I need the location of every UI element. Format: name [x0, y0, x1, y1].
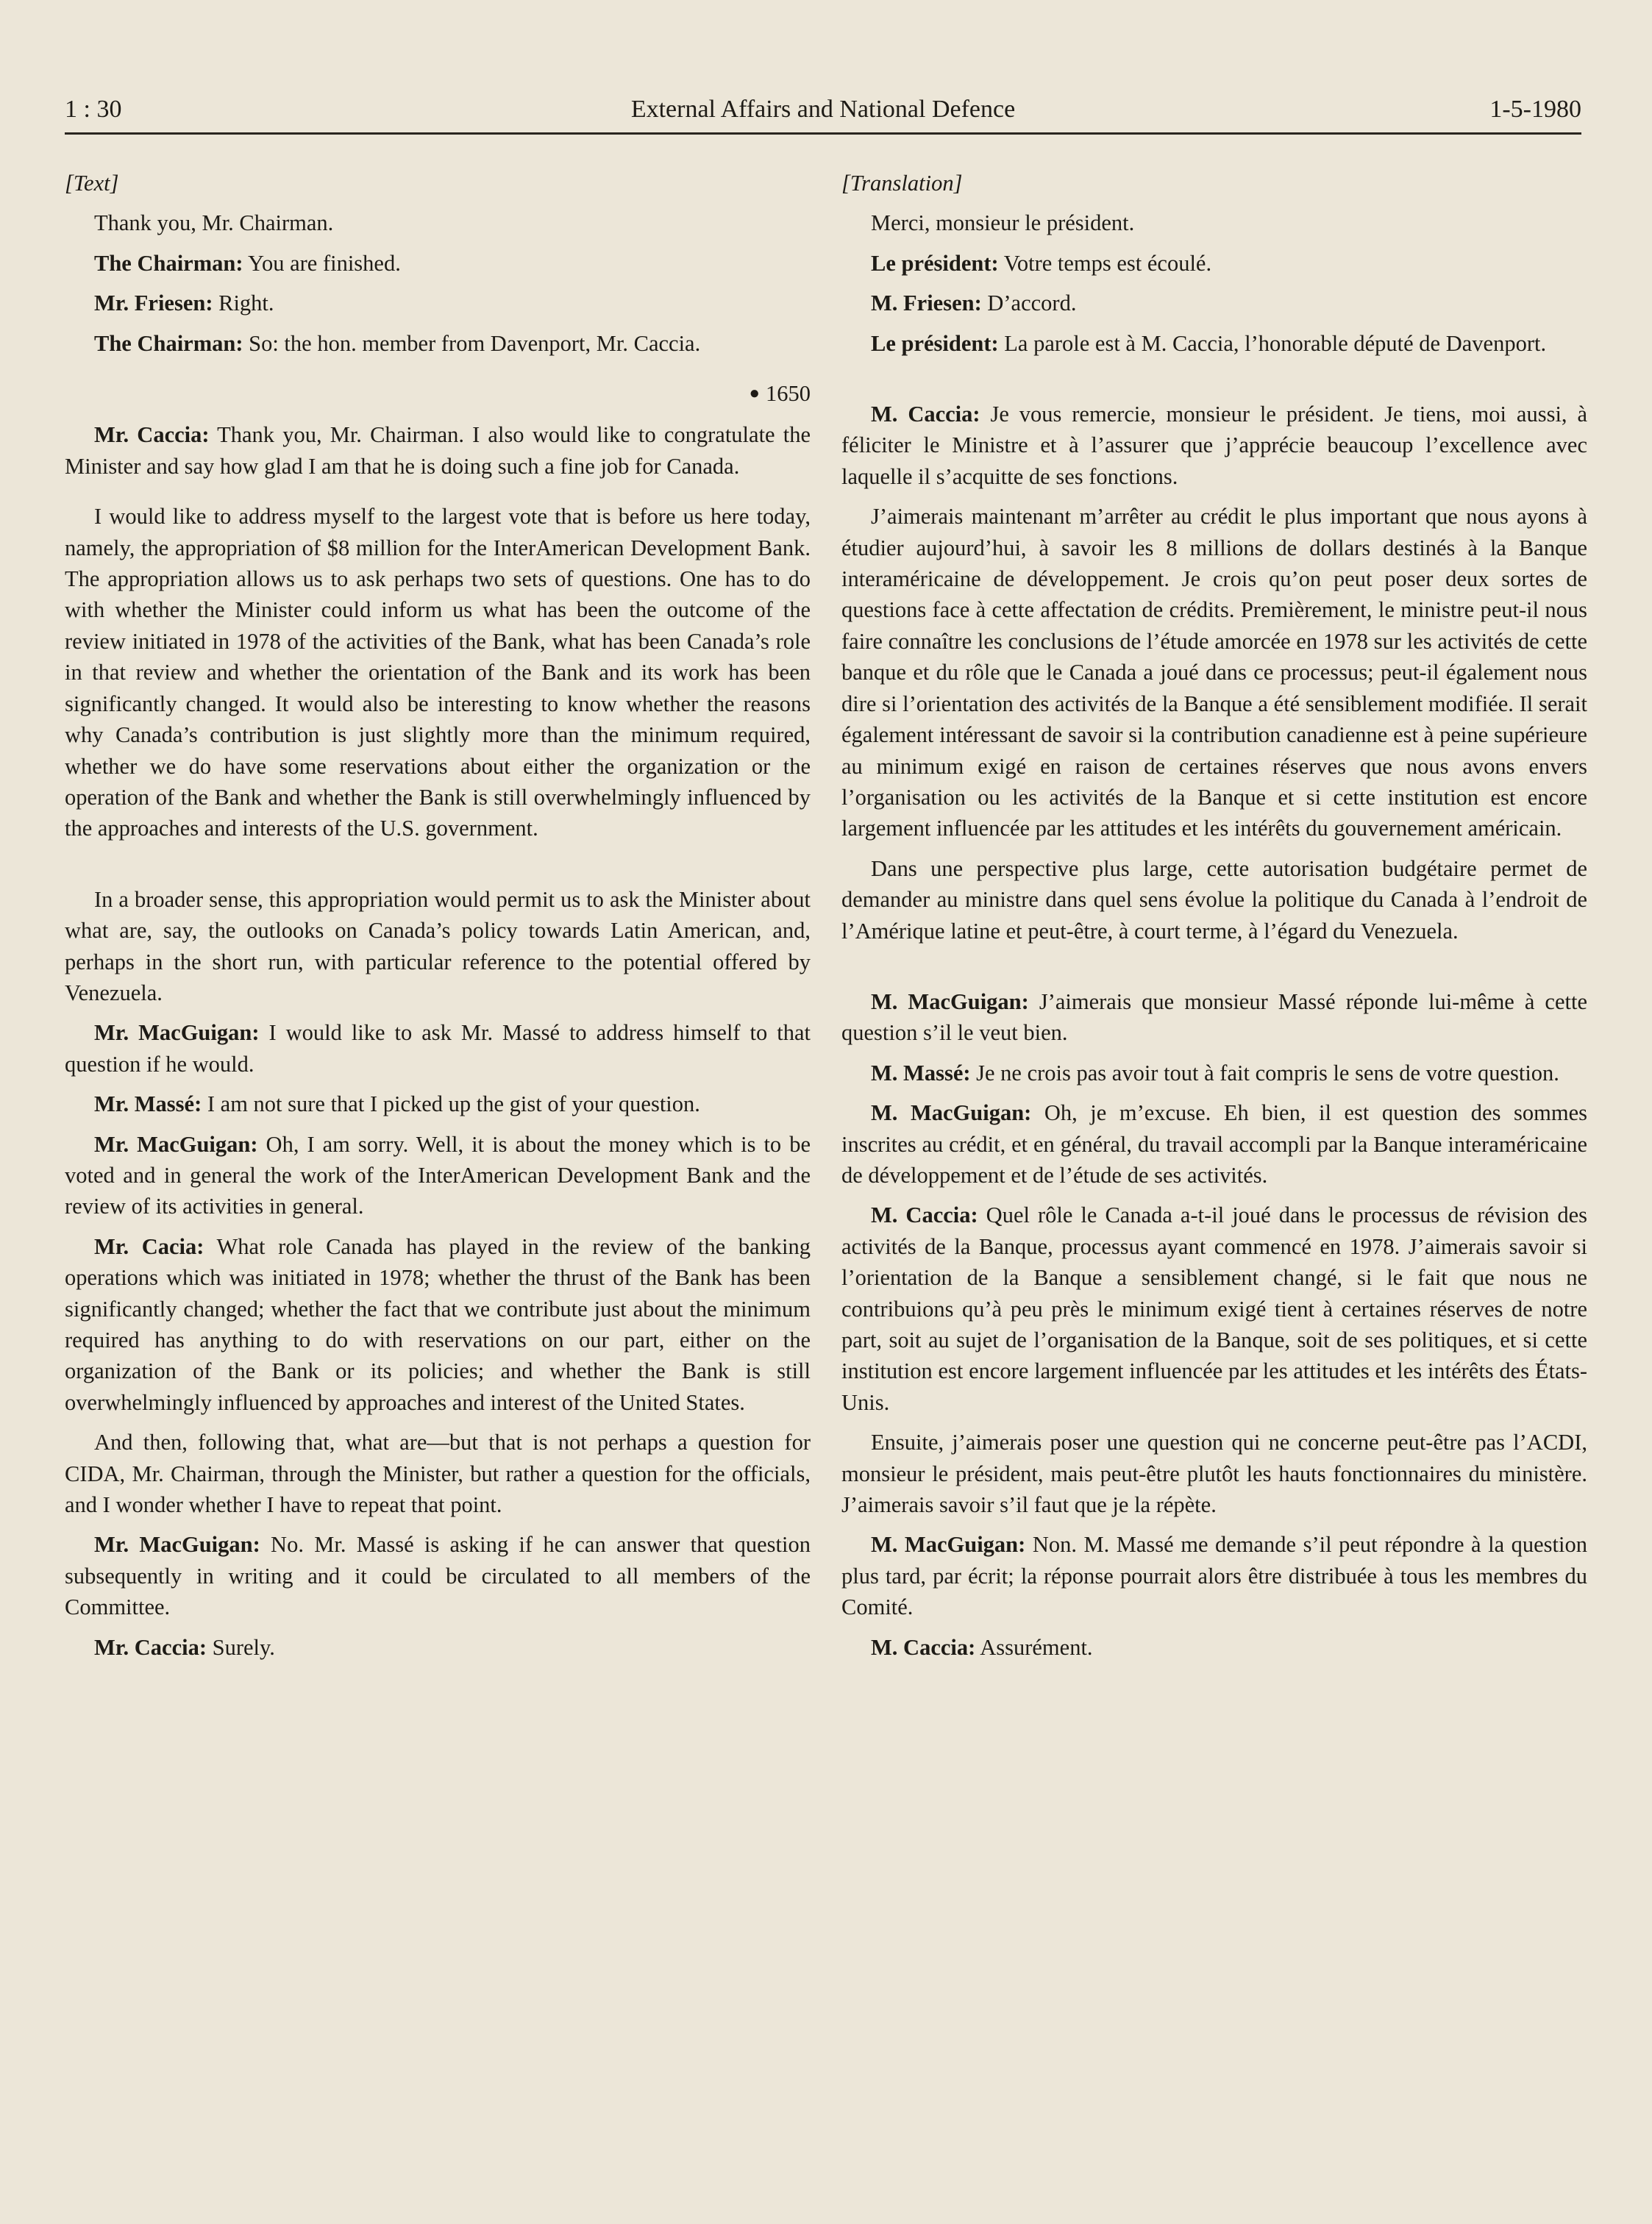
transcript-paragraph: [841, 501, 1587, 844]
transcript-paragraph: [841, 1200, 1587, 1418]
transcript-paragraph: [65, 1427, 811, 1520]
spacer: [65, 409, 811, 419]
speaker-name: M. MacGuigan:: [871, 1532, 1026, 1558]
speech-text: Votre temps est écoulé.: [998, 250, 1212, 276]
speaker-name: The Chairman:: [94, 330, 243, 356]
speech-text: I would like to ask Mr. Massé to address himself to that question if he would.: [65, 1020, 811, 1077]
speaker-name: M. Caccia:: [871, 1634, 976, 1660]
transcript-paragraph: [65, 419, 811, 482]
page-number: 1 : 30: [65, 96, 122, 123]
speech-text: D’accord.: [981, 291, 1077, 316]
speech-text: No. Mr. Massé is asking if he can answer that question subsequently in writing and it could be circulated to all members of the Committee.: [65, 1532, 811, 1620]
french-column: [841, 168, 1587, 1672]
speaker-name: Mr. Cacia:: [94, 1233, 204, 1259]
spacer: [841, 368, 1587, 399]
speaker-name: Mr. Massé:: [94, 1091, 202, 1117]
transcript-paragraph: [841, 1058, 1587, 1088]
speaker-name: Mr. MacGuigan:: [94, 1131, 258, 1157]
transcript-paragraph: [841, 399, 1587, 492]
speaker-name: M. Friesen:: [871, 291, 982, 316]
speaker-name: Le président:: [871, 330, 999, 356]
speech-text: J’aimerais que monsieur Massé réponde lui-même à cette question s’il le veut bien.: [841, 988, 1587, 1046]
speaker-name: Mr. Caccia:: [94, 1634, 207, 1660]
transcript-paragraph: [841, 207, 1587, 238]
speech-text: Assurément.: [975, 1634, 1093, 1660]
column-label: [Translation]: [841, 171, 963, 196]
transcript-paragraph: [841, 853, 1587, 947]
speech-text: You are finished.: [243, 250, 401, 276]
spacer: [65, 368, 811, 378]
transcript-paragraph: [841, 288, 1587, 318]
speaker-name: M. Caccia:: [871, 402, 980, 427]
speaker-name: Mr. Friesen:: [94, 291, 213, 316]
transcript-paragraph: [65, 1017, 811, 1080]
english-body: [65, 207, 811, 1663]
speaker-name: Le président:: [871, 250, 999, 276]
speaker-name: Mr. MacGuigan:: [94, 1532, 260, 1558]
transcript-paragraph: [65, 501, 811, 844]
speech-text: So: the hon. member from Davenport, Mr. Caccia.: [243, 330, 701, 356]
header-date: 1-5-1980: [1489, 96, 1581, 123]
speaker-name: M. Caccia:: [871, 1202, 978, 1228]
speech-text: Thank you, Mr. Chairman. I also would like to congratulate the Minister and say how glad I am that he is doing such a fine job for Canada.: [65, 422, 811, 479]
speaker-name: The Chairman:: [94, 250, 243, 276]
french-body: [841, 207, 1587, 1663]
speech-text: Non. M. Massé me demande s’il peut répondre à la question plus tard, par écrit; la réponse pourrait alors être distribuée à tous les membres du Comité.: [841, 1532, 1587, 1620]
transcript-paragraph: [841, 1097, 1587, 1191]
speech-text: Thank you, Mr. Chairman.: [94, 210, 334, 236]
transcript-paragraph: [65, 288, 811, 318]
transcript-paragraph: [841, 328, 1587, 359]
speech-text: Oh, je m’excuse. Eh bien, il est question des sommes inscrites au crédit, et en général, du travail accompli par la Banque interaméricaine de développement et de l’étude de ses activités.: [841, 1100, 1587, 1188]
transcript-paragraph: [841, 1427, 1587, 1520]
speech-text: And then, following that, what are—but that is not perhaps a question for CIDA, Mr. Chairman, through the Minister, but rather a question for the officials, and I wonder whether I have to repeat that point.: [65, 1430, 811, 1518]
speech-text: I am not sure that I picked up the gist of your question.: [202, 1091, 700, 1117]
transcript-paragraph: [65, 1632, 811, 1663]
speech-text: Je ne crois pas avoir tout à fait compris le sens de votre question.: [970, 1060, 1559, 1086]
speaker-name: M. MacGuigan:: [871, 1100, 1032, 1126]
transcript-paragraph: [65, 207, 811, 238]
speech-text: Ensuite, j’aimerais poser une question qui ne concerne peut-être pas l’ACDI, monsieur le président, mais peut-être plutôt les hauts fonctionnaires du ministère. J’aimerais savoir s’il faut que je la répète.: [841, 1430, 1587, 1518]
speech-text: I would like to address myself to the largest vote that is before us here today, namely, the appropriation of $8 million for the InterAmerican Development Bank. The appropriation allows us to ask perhaps two sets of questions. One has to do with whether the Minister could inform us what has been the outcome of the review initiated in 1978 of the activities of the Bank, what has been Canada’s role in that review and whether the orientation of the Bank and its work has been significantly changed. It would also be interesting to know whether the reasons why Canada’s contribution is just slightly more than the minimum required, whether we do have some reservations about either the organization or the operation of the Bank and whether the Bank is still overwhelmingly influenced by the approaches and interests of the U.S. government.: [65, 504, 811, 841]
transcript-paragraph: [841, 1632, 1587, 1663]
speaker-name: Mr. Caccia:: [94, 422, 210, 448]
transcript-paragraph: [841, 1529, 1587, 1622]
speech-text: In a broader sense, this appropriation would permit us to ask the Minister about what are, say, the outlooks on Canada’s policy towards Latin American, and, perhaps in the short run, with particular reference to the potential offered by Venezuela.: [65, 886, 811, 1005]
speech-text: Surely.: [207, 1634, 275, 1660]
speech-text: Quel rôle le Canada a-t-il joué dans le processus de révision des activités de la Banque, processus ayant commencé en 1978. J’aimerais savoir si l’orientation de la Banque a sensiblement changé, si le fait que nous ne contribuions qu’à peu près le minimum exigé tient à certaines réserves de notre part, soit au sujet de l’organisation de la Banque, soit de ses politiques, et si cette institution est encore largement influencée par les attitudes et les intérêts des États-Unis.: [841, 1202, 1587, 1415]
transcript-paragraph: [841, 248, 1587, 279]
spacer: [841, 955, 1587, 986]
time-marker-value: 1650: [766, 381, 811, 407]
speech-text: Dans une perspective plus large, cette autorisation budgétaire permet de demander au ministre dans quel sens évolue la politique du Canada à l’endroit de l’Amérique latine et peut-être, à court terme, à l’égard du Venezuela.: [841, 855, 1587, 944]
column-label-text: Text: [73, 171, 110, 196]
transcript-paragraph: [65, 248, 811, 279]
transcript-paragraph: [65, 1529, 811, 1622]
spacer: [65, 491, 811, 501]
speaker-name: M. MacGuigan:: [871, 988, 1029, 1014]
speech-text: J’aimerais maintenant m’arrêter au crédit le plus important que nous ayons à étudier aujourd’hui, à savoir les 8 millions de dollars destinés à la Banque interaméricaine de développement. Je crois qu’on peut poser deux sortes de questions face à cette affectation de crédits. Premièrement, le ministre peut-il nous faire connaître les conclusions de l’étude amorcée en 1978 sur les activités de cette banque et du rôle que le Canada a joué dans ce processus; peut-il également nous dire si l’orientation des activités de la Banque a été sensiblement modifiée. Il serait également intéressant de savoir si la contribution canadienne est à peine supérieure au minimum exigé en raison de certaines réserves que nous avons envers l’organisation ou les activités de la Banque et si cette institution est encore largement influencée par les attitudes et les intérêts du gouvernement américain.: [841, 504, 1587, 841]
transcript-paragraph: [65, 1129, 811, 1222]
speaker-name: M. Massé:: [871, 1060, 971, 1086]
speech-text: Right.: [213, 291, 274, 316]
speech-text: Oh, I am sorry. Well, it is about the money which is to be voted and in general the work of the InterAmerican Development Bank and the review of its activities in general.: [65, 1131, 811, 1219]
speech-text: La parole est à M. Caccia, l’honorable député de Davenport.: [998, 330, 1547, 356]
header-title: External Affairs and National Defence: [630, 96, 1016, 123]
column-label: [Text]: [65, 171, 119, 196]
bullet-icon: ●: [749, 384, 760, 404]
speaker-name: Mr. MacGuigan:: [94, 1020, 260, 1046]
column-label-text: Translation: [850, 171, 954, 196]
transcript-paragraph: [841, 986, 1587, 1049]
running-header: [65, 87, 1581, 135]
speech-text: Je vous remercie, monsieur le président. Je tiens, moi aussi, à féliciter le Ministre et à l’assurer que j’apprécie beaucoup l’excellence avec laquelle il s’acquitte de ses fonctions.: [841, 402, 1587, 489]
english-column: [65, 168, 811, 1672]
transcript-paragraph: [65, 1088, 811, 1119]
speech-text: What role Canada has played in the review of the banking operations which was initiated in 1978; whether the thrust of the Bank has been significantly changed; whether the fact that we contribute just about the minimum required has anything to do with reservations on our part, either on the organization of the Bank or its policies; and whether the Bank is still overwhelmingly influenced by approaches and interest of the United States.: [65, 1233, 811, 1415]
speech-text: Merci, monsieur le président.: [871, 210, 1135, 236]
transcript-paragraph: [65, 1231, 811, 1418]
transcript-paragraph: [65, 328, 811, 359]
time-marker: [65, 378, 811, 409]
spacer: [65, 853, 811, 884]
transcript-paragraph: [65, 884, 811, 1009]
